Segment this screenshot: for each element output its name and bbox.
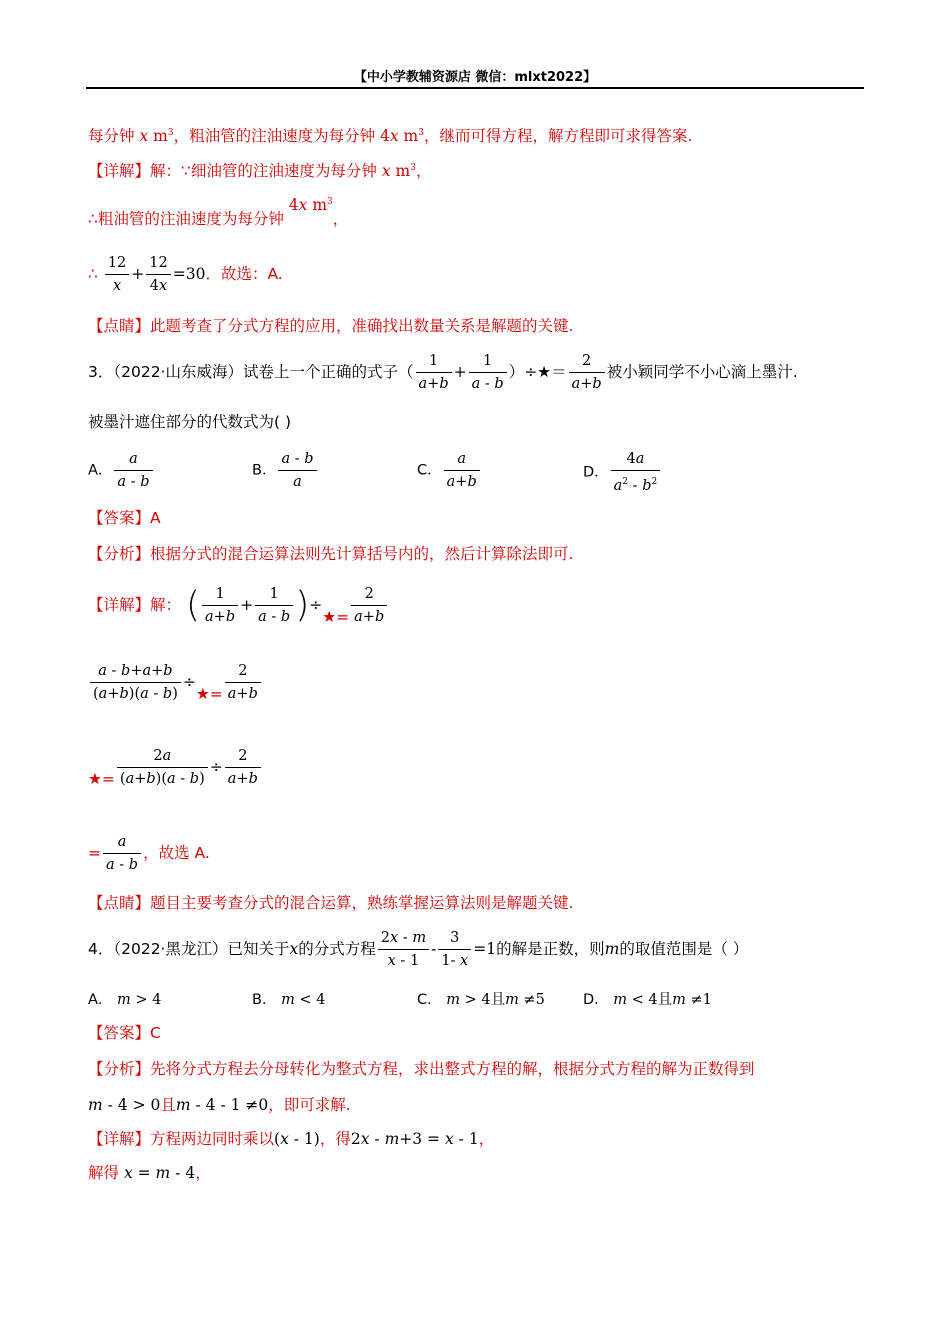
q4-stem: 4．（2022·黑龙江）已知关于x的分式方程 $\frac{2x - m}{x - 1}$ - $\frac{3}{1- x}$ =1的解是正数，则m的取值范围是（ ） xyxy=(88,927,748,972)
q4-option-a[interactable]: A． m > 4 xyxy=(88,992,162,1008)
header-rule xyxy=(86,87,864,89)
q3-stem-line2: 被墨汁遮住部分的代数式为( ) xyxy=(88,413,292,431)
q4-analysis: 【分析】先将分式方程去分母转化为整式方程，求出整式方程的解，根据分式方程的解为正数得到 xyxy=(88,1060,755,1078)
q3-option-a[interactable]: A． $\frac{a}{a - b}$ xyxy=(88,448,155,493)
q4-option-b[interactable]: B． m < 4 xyxy=(252,992,326,1008)
q2-thus-line: ∴粗油管的注油速度为每分钟 4x $m^3$， xyxy=(88,196,349,229)
q3-detail-step1: 【详解】解： ( $\frac{1}{a+b}$ + $\frac{1}{a - b}$ )÷★= $\frac{2}{a+b}$ xyxy=(88,583,389,628)
q2-analysis-line: 每分钟 x $m^3$，粗油管的注油速度为每分钟 4x $m^3$，继而可得方程，解方程即可求得答案. xyxy=(88,127,693,146)
q4-detail: 【详解】方程两边同时乘以(x - 1)，得2x - m+3 = x - 1， xyxy=(88,1130,495,1148)
q3-detail-final: = $\frac{a}{a - b}$ ，故选 A. xyxy=(88,831,210,876)
q3-detail-step2: $\frac{a - b+a+b}{(a+b)(a - b)}$ ÷★= $\frac{2}{a+b}$ xyxy=(88,660,263,705)
page-header: 【中小学教辅资源店 微信：mlxt2022】 xyxy=(353,70,597,85)
q3-option-d[interactable]: D． $\frac{4a}{a^2 - b^2}$ xyxy=(583,448,662,497)
q3-option-c[interactable]: C． $\frac{a}{a+b}$ xyxy=(417,448,482,493)
q2-comment-line: 【点睛】此题考查了分式方程的应用，准确找出数量关系是解题的关键. xyxy=(88,317,574,335)
q3-comment: 【点睛】题目主要考查分式的混合运算，熟练掌握运算法则是解题关键. xyxy=(88,894,574,912)
q3-detail-step3: ★= $\frac{2a}{(a+b)(a - b)}$ ÷ $\frac{2}{a+b}$ xyxy=(88,745,263,790)
q3-stem: 3．（2022·山东威海）试卷上一个正确的式子（ $\frac{1}{a+b}$ + $\frac{1}{a - b}$ ）÷★＝ $\frac{2}{a+b}$ 被小颖同学不小心滴上墨汁. xyxy=(88,350,798,395)
q3-answer: 【答案】A xyxy=(88,509,161,527)
q4-analysis-line2: m - 4 > 0且m - 4 - 1 ≠0，即可求解. xyxy=(88,1096,351,1114)
q2-detail-line: 【详解】解：∵细油管的注油速度为每分钟 x $m^3$， xyxy=(88,162,432,181)
q2-equation-line: ∴ $\frac{12}{x}$ + $\frac{12}{4x}$ =30．故选：A. xyxy=(88,252,283,297)
q4-solve: 解得 x = m - 4， xyxy=(88,1164,211,1182)
q4-option-c[interactable]: C． m > 4且m ≠5 xyxy=(417,992,545,1008)
q3-analysis: 【分析】根据分式的混合运算法则先计算括号内的，然后计算除法即可. xyxy=(88,545,574,563)
q3-option-b[interactable]: B． $\frac{a - b}{a}$ xyxy=(252,448,319,493)
q4-answer: 【答案】C xyxy=(88,1024,161,1042)
q4-option-d[interactable]: D． m < 4且m ≠1 xyxy=(583,992,712,1008)
